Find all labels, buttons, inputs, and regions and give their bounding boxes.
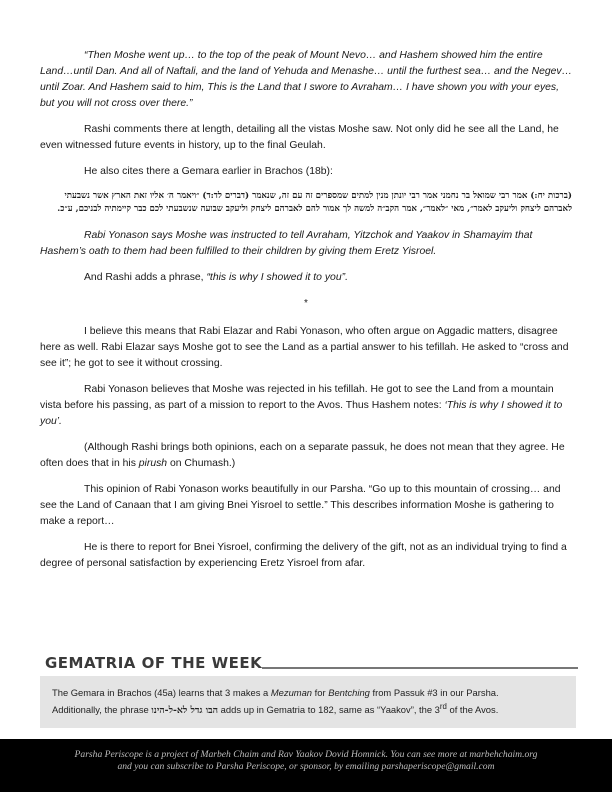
- footer-line-1: Parsha Periscope is a project of Marbeh Chaim and Rav Yaakov Dovid Homnick. You can see more at marbehchaim.org: [74, 749, 538, 760]
- rashi-phrase-quote: “this is why I showed it to you”.: [206, 272, 348, 283]
- footer-line-2: and you can subscribe to Parsha Periscope, or sponsor, by emailing parshaperiscope@gmail.com: [117, 761, 495, 772]
- ordinal-suffix: rd: [439, 702, 447, 711]
- gematria-text-5: from Passuk #3 in our Parsha.: [369, 687, 499, 698]
- footer-text: [0, 749, 612, 773]
- gematria-line-2: [52, 700, 572, 718]
- bentching-word: Bentching: [328, 687, 370, 698]
- hebrew-phrase: הבו גדל לא-ל-הינו: [151, 705, 219, 717]
- quote-paragraph: “Then Moshe went up… to the top of the peak of Mount Nevo… and Hashem showed him the entire Land…until Dan. And all of Naftali, and the land of Yehuda and Menashe… until the furthest sea… and the Negev… until Zoar. And Hashem said to him, This is the Land that I swore to Avraham… I have shown you with your eyes, but you will not cross over there.”: [40, 50, 573, 109]
- yonason-paragraph: Rabi Yonason says Moshe was instructed to tell Avraham, Yitzchok and Yaakov in Shamayim that Hashem’s oath to them had been fulfilled to their children by giving them Eretz Yisroel.: [40, 230, 533, 257]
- gematria-line-1: [52, 686, 572, 700]
- section-divider-star: *: [304, 298, 308, 309]
- gematria-text-3: for: [312, 687, 329, 698]
- rejection-paragraph: [40, 382, 572, 430]
- gematria-text-10: of the Avos.: [446, 704, 499, 716]
- gematria-text: [52, 686, 572, 718]
- pirush-text-c: on Chumash.): [167, 458, 236, 469]
- parsha-paragraph: This opinion of Rabi Yonason works beautifully in our Parsha. “Go up to this mountain of crossing… and see the Land of Canaan that I am giving Bnei Yisroel to settle.” This describes information Moshe is gathering to make a report…: [40, 484, 561, 527]
- article-body: [40, 48, 572, 582]
- gemara-intro-paragraph: He also cites there a Gemara earlier in Brachos (18b):: [84, 166, 333, 177]
- gematria-text-6: Additionally, the phrase: [52, 704, 152, 716]
- hebrew-gemara-quote: (ברכות יח:) אמר רבי שמואל בר נחמני אמר רבי יונתן מנין למתים שמספרים זה עם זה, שנאמר (דברים לד:ד) ״ויאמר ה׳ אליו זאת הארץ אשר נשבעתי לאברהם ליצחק וליעקב לאמר״, מאי ״לאמר״, אמר הקב״ה למשה לך אמור להם לאברהם ליצחק וליעקב שבועה שנשבעתי לכם כבר קיימתיה לבניכם, ע״כ.: [57, 191, 572, 214]
- gematria-text-1: The Gemara in Brachos (45a) learns that 3 makes a: [52, 687, 271, 698]
- gematria-heading: GEMATRIA OF THE WEEK: [45, 654, 263, 672]
- pirush-paragraph: [40, 440, 572, 472]
- rashi-phrase-text: And Rashi adds a phrase,: [84, 272, 207, 283]
- gematria-divider: [262, 667, 578, 669]
- rejection-text: Rabi Yonason believes that Moshe was rejected in his tefillah. He got to see the Land from a mountain vista before his passing, as part of a mission to report to the Avos. Thus Hashem notes:: [40, 384, 554, 411]
- report-paragraph: He is there to report for Bnei Yisroel, confirming the delivery of the gift, not as an individual trying to find a degree of personal satisfaction by experiencing Eretz Yisroel from afar.: [40, 542, 567, 569]
- pirush-text-a: (Although Rashi brings both opinions, each on a separate passuk, he does not mean that they agree. He often does that in his: [40, 442, 565, 469]
- rashi-phrase-paragraph: [40, 270, 572, 286]
- rashi-paragraph: Rashi comments there at length, detailing all the vistas Moshe saw. Not only did he see all the Land, he even witnessed future events in history, up to the final Geulah.: [40, 124, 559, 151]
- rejection-quote: ‘This is why I showed it to you’.: [40, 400, 563, 427]
- argument-paragraph: I believe this means that Rabi Elazar and Rabi Yonason, who often argue on Aggadic matters, disagree here as well. Rabi Elazar says Moshe got to see the Land as a partial answer to his tefillah. He asked to “cross and see it”; he got to see it without crossing.: [40, 326, 569, 369]
- gematria-text-8: adds up in Gematria to 182, same as “Yaakov”, the 3: [218, 704, 440, 716]
- pirush-word: pirush: [138, 458, 168, 469]
- mezuman-word: Mezuman: [270, 687, 313, 698]
